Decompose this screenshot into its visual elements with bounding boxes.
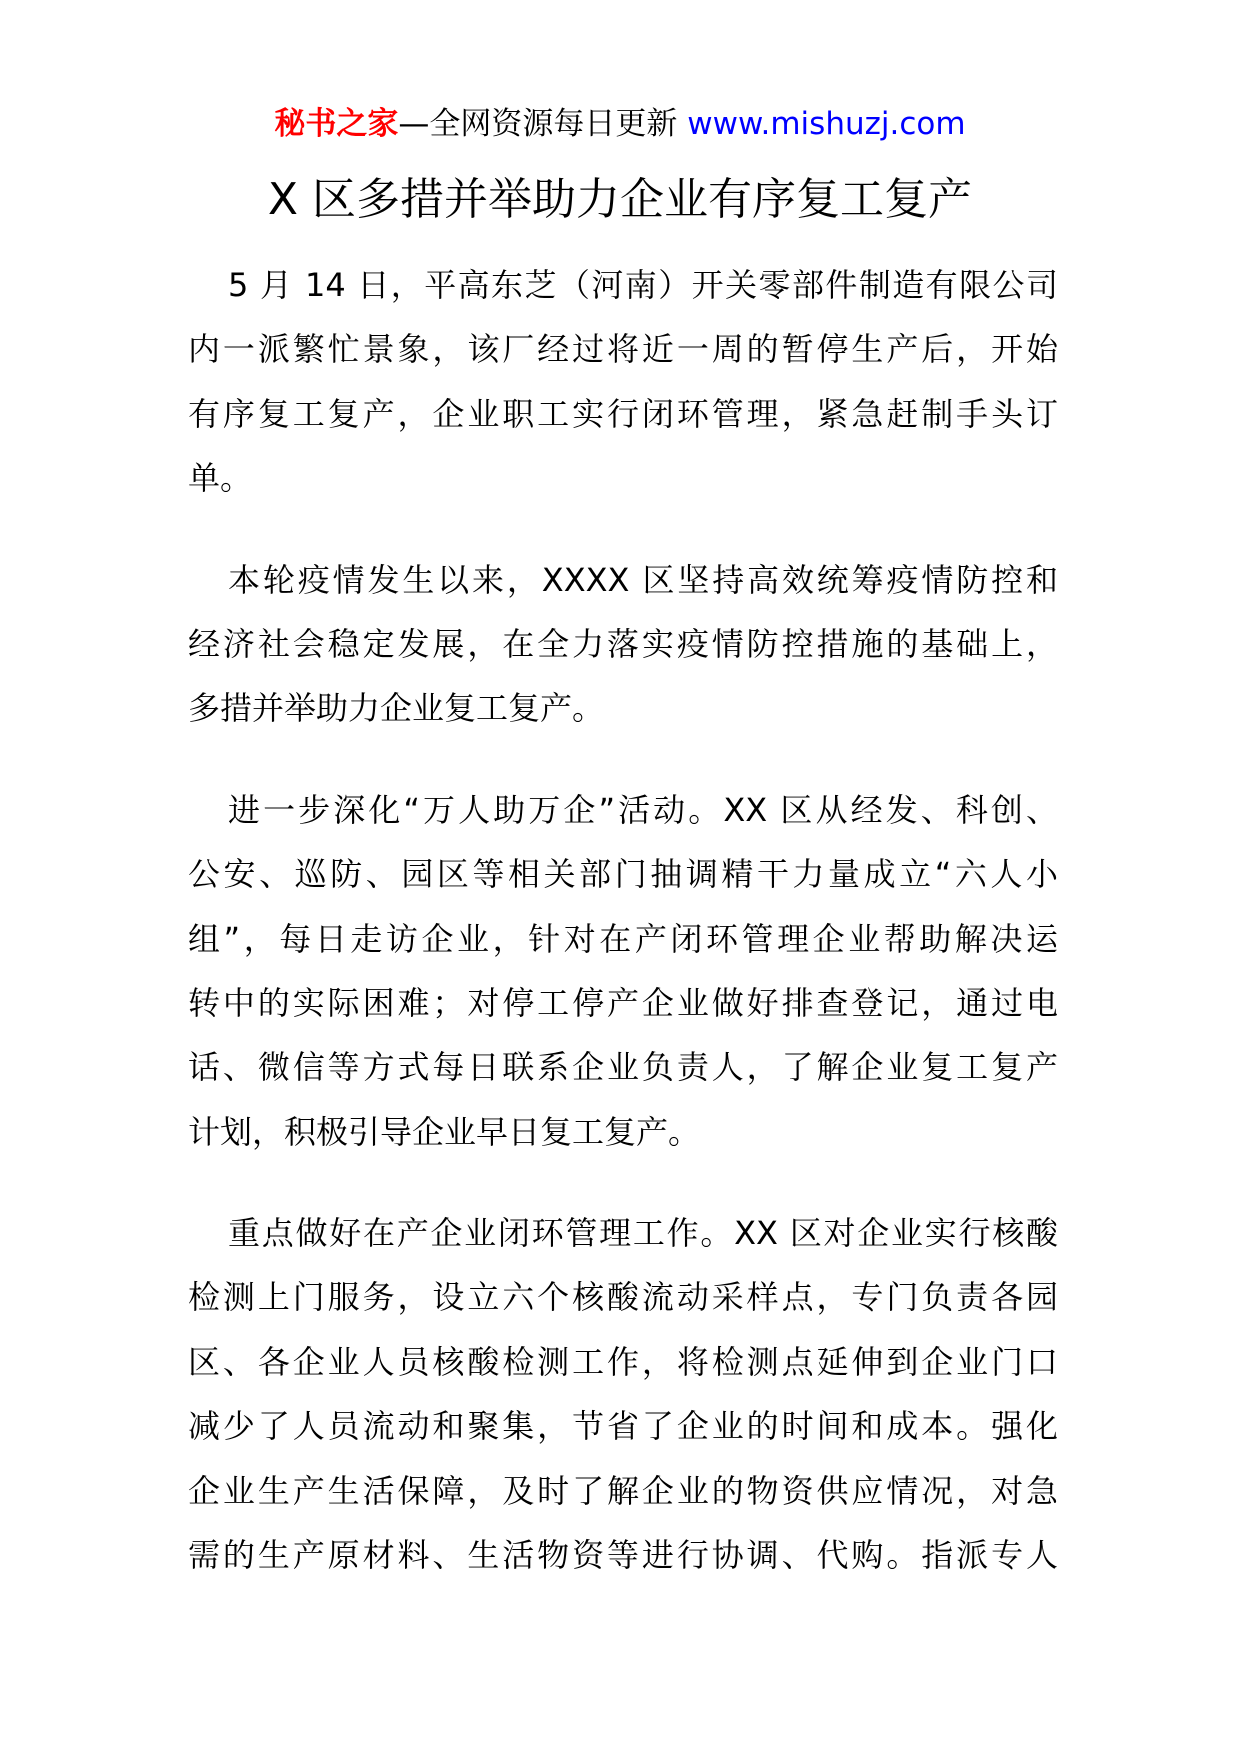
paragraph-line: 进一步深化“万人助万企”活动。XX 区从经发、科创、 <box>228 790 1058 829</box>
article-title: X 区多措并举助力企业有序复工复产 <box>267 174 973 225</box>
paragraph-1 <box>188 253 1058 511</box>
site-tagline: —全网资源每日更新 <box>398 106 678 142</box>
site-url-link[interactable]: www.mishuzj.com <box>687 106 966 142</box>
site-header <box>0 102 1240 146</box>
paragraph-line: 有序复工复产，企业职工实行闭环管理，紧急赶制手头订 <box>188 394 1058 433</box>
paragraph-3 <box>188 778 1058 1164</box>
paragraph-line: 单。 <box>188 459 253 498</box>
paragraph-line: 计划，积极引导企业早日复工复产。 <box>188 1112 701 1151</box>
paragraph-line: 经济社会稳定发展，在全力落实疫情防控措施的基础上， <box>188 624 1058 663</box>
site-brand: 秘书之家 <box>274 106 399 142</box>
paragraph-line: 减少了人员流动和聚集，节省了企业的时间和成本。强化 <box>188 1407 1058 1446</box>
paragraph-line: 需的生产原材料、生活物资等进行协调、代购。指派专人 <box>188 1536 1058 1575</box>
paragraph-2 <box>188 548 1058 741</box>
paragraph-line: 公安、巡防、园区等相关部门抽调精干力量成立“六人小 <box>188 855 1058 894</box>
paragraph-line: 话、微信等方式每日联系企业负责人，了解企业复工复产 <box>188 1048 1058 1087</box>
article-body <box>188 253 1058 1624</box>
paragraph-line: 5 月 14 日，平高东芝（河南）开关零部件制造有限公司 <box>228 266 1058 304</box>
paragraph-line: 内一派繁忙景象，该厂经过将近一周的暂停生产后，开始 <box>188 330 1058 369</box>
paragraph-line: 检测上门服务，设立六个核酸流动采样点，专门负责各园 <box>188 1278 1058 1317</box>
paragraph-line: 本轮疫情发生以来，XXXX 区坚持高效统筹疫情防控和 <box>228 560 1058 599</box>
paragraph-4 <box>188 1201 1058 1587</box>
paragraph-line: 企业生产生活保障，及时了解企业的物资供应情况，对急 <box>188 1471 1058 1510</box>
paragraph-line: 区、各企业人员核酸检测工作，将检测点延伸到企业门口 <box>188 1342 1058 1381</box>
paragraph-line: 组”，每日走访企业，针对在产闭环管理企业帮助解决运 <box>188 919 1058 958</box>
paragraph-line: 重点做好在产企业闭环管理工作。XX 区对企业实行核酸 <box>228 1214 1058 1253</box>
paragraph-line: 多措并举助力企业复工复产。 <box>188 689 605 728</box>
paragraph-line: 转中的实际困难；对停工停产企业做好排查登记，通过电 <box>188 983 1058 1022</box>
